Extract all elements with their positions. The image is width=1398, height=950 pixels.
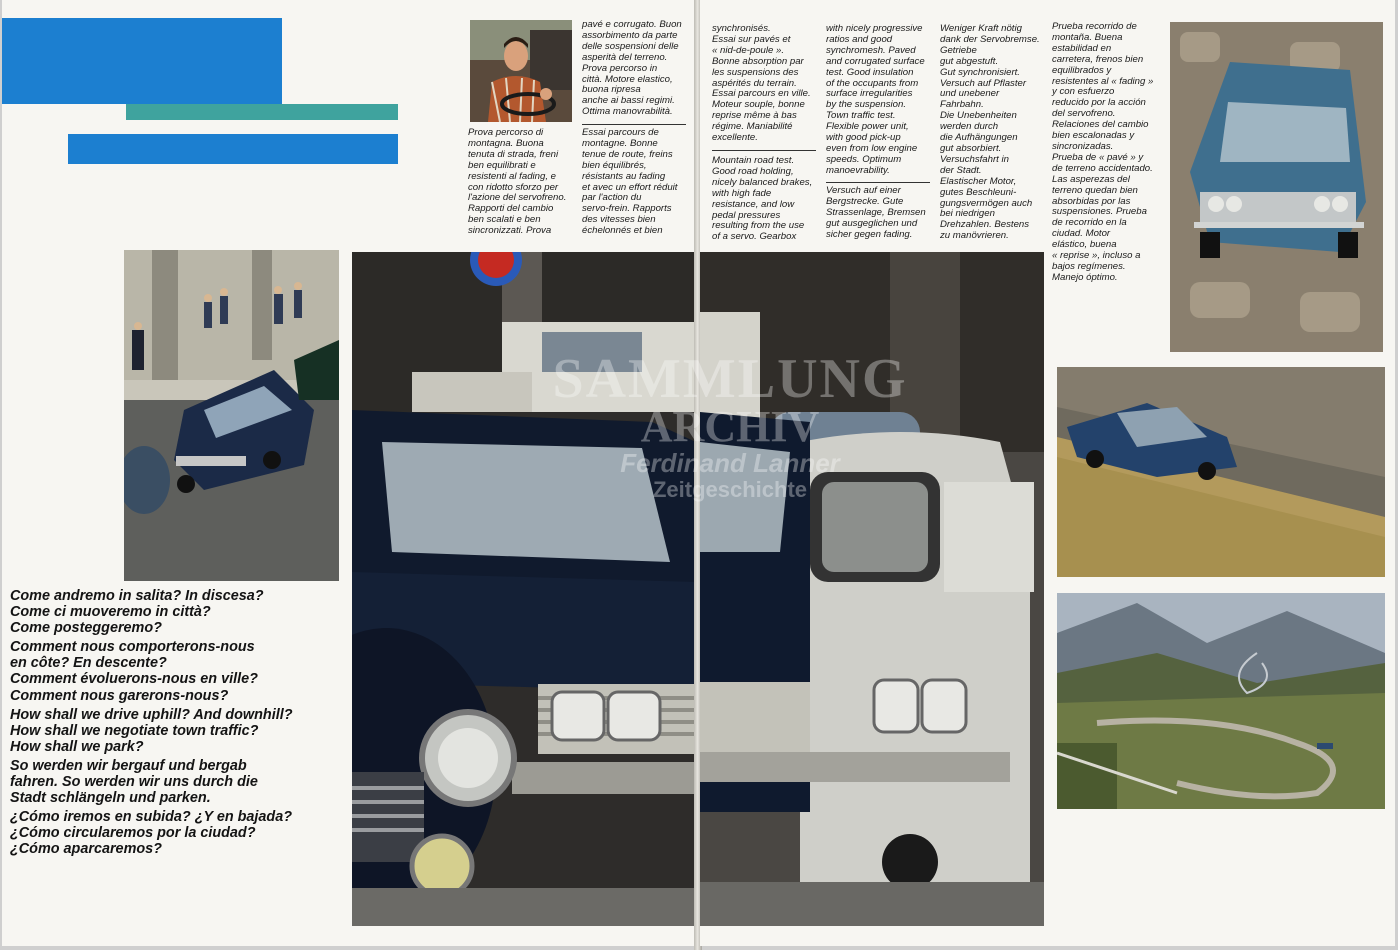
watermark-line: Ferdinand Lanner [620,448,840,478]
car-front-photo [1170,22,1383,352]
driver-photo [470,20,572,122]
hero-photo-right [700,252,1044,926]
caption-en-part2: with nicely progressive ratios and good synchromesh. Paved and corrugated surface test. Good insulation of the occupants from surface irregularities by the suspension. Town traffic test. Flexible power unit, with good pick-up even from low engine speeds. Optimum manoevrability. [826,23,925,176]
right-page [700,0,1395,946]
caption-it-continued: pavé e corrugato. Buon assorbimento da parte delle sospensioni delle asperità del terreno. Prova percorso in città. Motore elastico, buona ripresa anche ai bassi regimi. Ottima manovrabilità. [582,19,682,118]
watermark-line: SAMMLUNG [552,348,908,410]
caption-divider [826,182,930,183]
headline-line: So werden wir bergauf und bergab [10,757,247,774]
caption-divider [712,150,816,151]
headline-line: ¿Cómo iremos en subida? ¿Y en bajada? [10,809,293,826]
headline-english [10,707,355,755]
headline-line: Stadt schlängeln und parken. [10,790,211,807]
alpine-valley-illustration [1057,593,1385,809]
street-photo [124,250,339,581]
car-front-illustration [1170,22,1383,352]
multilingual-headline [10,588,355,861]
street-illustration [124,250,339,581]
headline-line: Comment nous garerons-nous? [10,687,229,704]
caption-fr-part2: synchronisés. Essai sur pavés et « nid-de-poule ». Bonne absorption par les suspensions des aspérités du terrain. Essai parcours en ville. Moteur souple, bonne reprise même à bas régime. Maniabilité excellente. [712,23,811,144]
headline-line: Come ci muoveremo in città? [10,604,211,621]
caption-es: Prueba recorrido de montaña. Buena estabilidad en carretera, frenos bien equilibrados y resistentes al « fading » y con esfuerzo reducido por la acción del servofreno. Relaciones del cambio bien escalonadas y sincronizadas. Prueba de « pavé » y de terreno accidentado. Las asperezas del terreno quedan bien absorbidas por las suspensiones. Prueba de recorrido en la ciudad. Motor elástico, buena « reprise », incluso a bajos regímenes. Manejo óptimo. [1052,21,1154,283]
headline-italian [10,588,355,636]
caption-divider [582,124,686,125]
alpine-valley-photo [1057,593,1385,809]
hero-photo-left [352,252,696,926]
headline-line: Comment nous comporterons-nous [10,639,255,656]
headline-spanish [10,809,355,857]
caption-it-photo: Prova percorso di montagna. Buona tenuta di strada, freni ben equilibrati e resistenti al fading, e con ridotto sforzo per l'azione del servofreno. Rapporti del cambio ben scalati e ben sincronizzati. Prova [468,127,567,237]
hero-illustration-left [352,252,696,926]
driver-illustration [470,20,572,122]
caption-de-part1: Versuch auf einer Bergstrecke. Gute Strassenlage, Bremsen gut ausgeglichen und sicher gegen fading. [826,185,926,240]
headline-german [10,758,355,806]
headline-line: Come posteggeremo? [10,620,162,637]
headline-line: ¿Cómo circularemos por la ciudad? [10,825,256,842]
blue-band-bottom [68,134,398,164]
caption-en-part1: Mountain road test. Good road holding, nicely balanced brakes, with high fade resistance, and low pedal pressures resulting from the use of a servo. Gearbox [712,155,813,243]
headline-line: How shall we drive uphill? And downhill? [10,706,293,723]
headline-line: fahren. So werden wir uns durch die [10,774,258,791]
left-page [2,0,696,946]
headline-line: Comment évoluerons-nous en ville? [10,671,258,688]
headline-line: en côte? En descente? [10,655,167,672]
caption-de-part2: Weniger Kraft nötig dank der Servobremse. Getriebe gut abgestuft. Gut synchronisiert. Versuch auf Pflaster und unebener Fahrbahn. Die Unebenheiten werden durch die Aufhängungen gut absorbiert. Versuchsfahrt in der Stadt. Elastischer Motor, gutes Beschleuni- gungsvermögen auch bei niedrigen Drehzahlen. Bestens zu manövrieren. [940,23,1040,242]
watermark-line: ARCHIV [640,402,820,451]
headline-line: ¿Cómo aparcaremos? [10,841,162,858]
teal-band [126,104,398,120]
blue-band-top [2,18,282,104]
headline-line: How shall we negotiate town traffic? [10,722,259,739]
watermark-line: Zeitgeschichte [652,477,808,502]
caption-fr-part1: Essai parcours de montagne. Bonne tenue de route, freins bien équilibrés, résistants au fading et avec un effort réduit par l'action du servo-frein. Rapports des vitesses bien échelonnés et bien [582,127,678,237]
hero-illustration-right [700,252,1044,926]
mountain-road-photo [1057,367,1385,577]
headline-line: Come andremo in salita? In discesa? [10,588,264,604]
headline-line: How shall we park? [10,738,144,755]
mountain-road-illustration [1057,367,1385,577]
headline-french [10,639,355,703]
